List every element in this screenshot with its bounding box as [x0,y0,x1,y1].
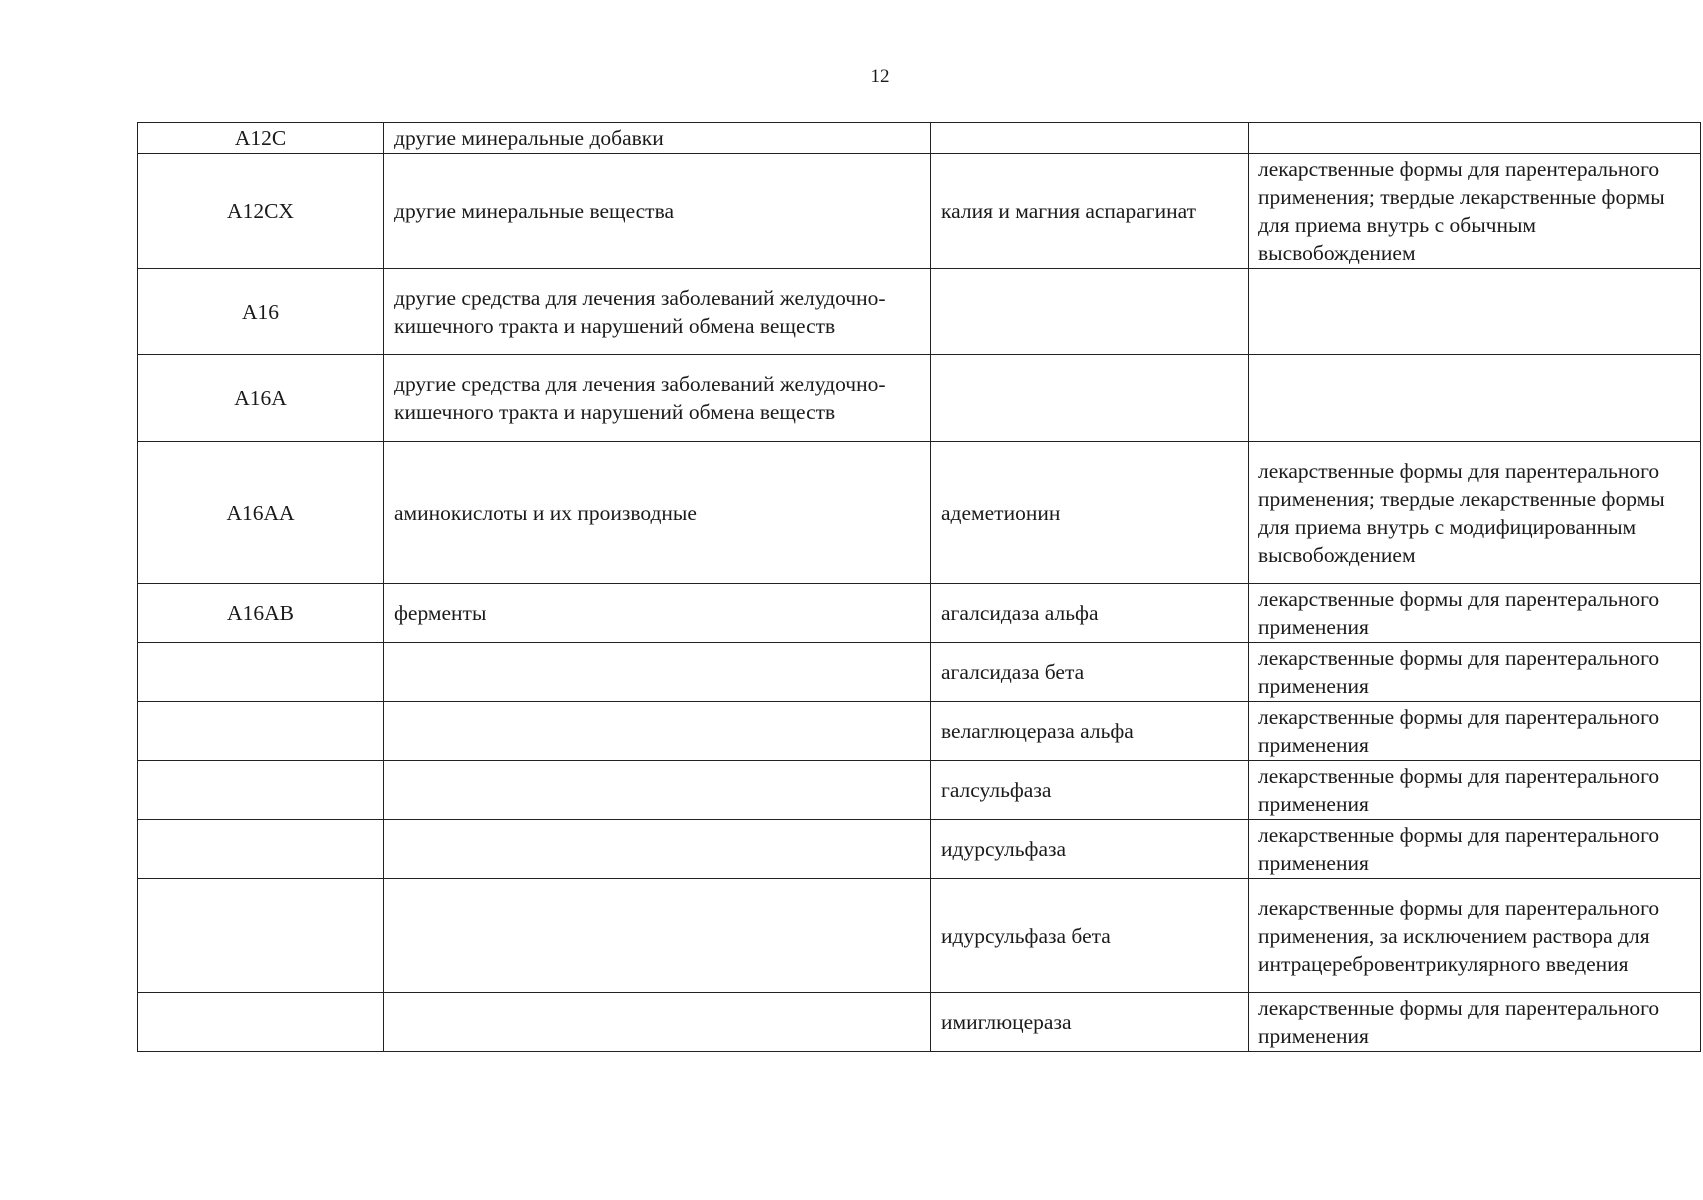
table-row [138,761,1701,820]
atc-code-cell [138,643,384,702]
drug-name-cell: велаглюцераза альфа [931,702,1249,761]
atc-code-cell [138,993,384,1052]
drug-name-cell [931,269,1249,355]
drug-name-cell: имиглюцераза [931,993,1249,1052]
atc-code-cell: A16AA [138,442,384,584]
drug-name-cell: идурсульфаза [931,820,1249,879]
drug-name-cell: адеметионин [931,442,1249,584]
group-name-cell [384,879,931,993]
group-name-cell: ферменты [384,584,931,643]
drug-name-cell: агалсидаза бета [931,643,1249,702]
atc-code-cell [138,702,384,761]
drug-name-cell: калия и магния аспарагинат [931,154,1249,269]
table-row [138,154,1701,269]
dosage-form-cell: лекарственные формы для парентерального применения [1249,761,1701,820]
group-name-cell: другие средства для лечения заболеваний желудочно-кишечного тракта и нарушений обмена веществ [384,355,931,442]
dosage-form-cell: лекарственные формы для парентерального применения; твердые лекарственные формы для приема внутрь с модифицированным высвобождением [1249,442,1701,584]
table-row [138,355,1701,442]
atc-code-cell [138,820,384,879]
group-name-cell [384,643,931,702]
table-row [138,643,1701,702]
group-name-cell: другие минеральные вещества [384,154,931,269]
dosage-form-cell: лекарственные формы для парентерального применения [1249,584,1701,643]
table-row [138,879,1701,993]
table-row [138,442,1701,584]
drug-name-cell: идурсульфаза бета [931,879,1249,993]
atc-code-cell: A12C [138,123,384,154]
dosage-form-cell: лекарственные формы для парентерального применения [1249,643,1701,702]
dosage-form-cell: лекарственные формы для парентерального применения [1249,993,1701,1052]
drug-name-cell [931,123,1249,154]
dosage-form-cell: лекарственные формы для парентерального применения; твердые лекарственные формы для приема внутрь с обычным высвобождением [1249,154,1701,269]
group-name-cell [384,820,931,879]
table-row [138,123,1701,154]
dosage-form-cell [1249,123,1701,154]
atc-code-cell: A16 [138,269,384,355]
group-name-cell: аминокислоты и их производные [384,442,931,584]
table-row [138,584,1701,643]
group-name-cell [384,761,931,820]
group-name-cell [384,702,931,761]
drug-name-cell [931,355,1249,442]
dosage-form-cell: лекарственные формы для парентерального применения, за исключением раствора для интрацеребровентрикулярного введения [1249,879,1701,993]
table-row [138,702,1701,761]
group-name-cell [384,993,931,1052]
atc-code-cell: A16A [138,355,384,442]
atc-code-cell: A16AB [138,584,384,643]
table-row [138,269,1701,355]
drug-name-cell: галсульфаза [931,761,1249,820]
group-name-cell: другие средства для лечения заболеваний желудочно-кишечного тракта и нарушений обмена веществ [384,269,931,355]
drug-table [137,122,1701,1052]
atc-code-cell [138,761,384,820]
dosage-form-cell [1249,355,1701,442]
drug-name-cell: агалсидаза альфа [931,584,1249,643]
table-row [138,820,1701,879]
dosage-form-cell: лекарственные формы для парентерального применения [1249,702,1701,761]
page-number: 12 [870,66,890,87]
table-row [138,993,1701,1052]
dosage-form-cell: лекарственные формы для парентерального применения [1249,820,1701,879]
dosage-form-cell [1249,269,1701,355]
atc-code-cell [138,879,384,993]
atc-code-cell: A12CX [138,154,384,269]
group-name-cell: другие минеральные добавки [384,123,931,154]
